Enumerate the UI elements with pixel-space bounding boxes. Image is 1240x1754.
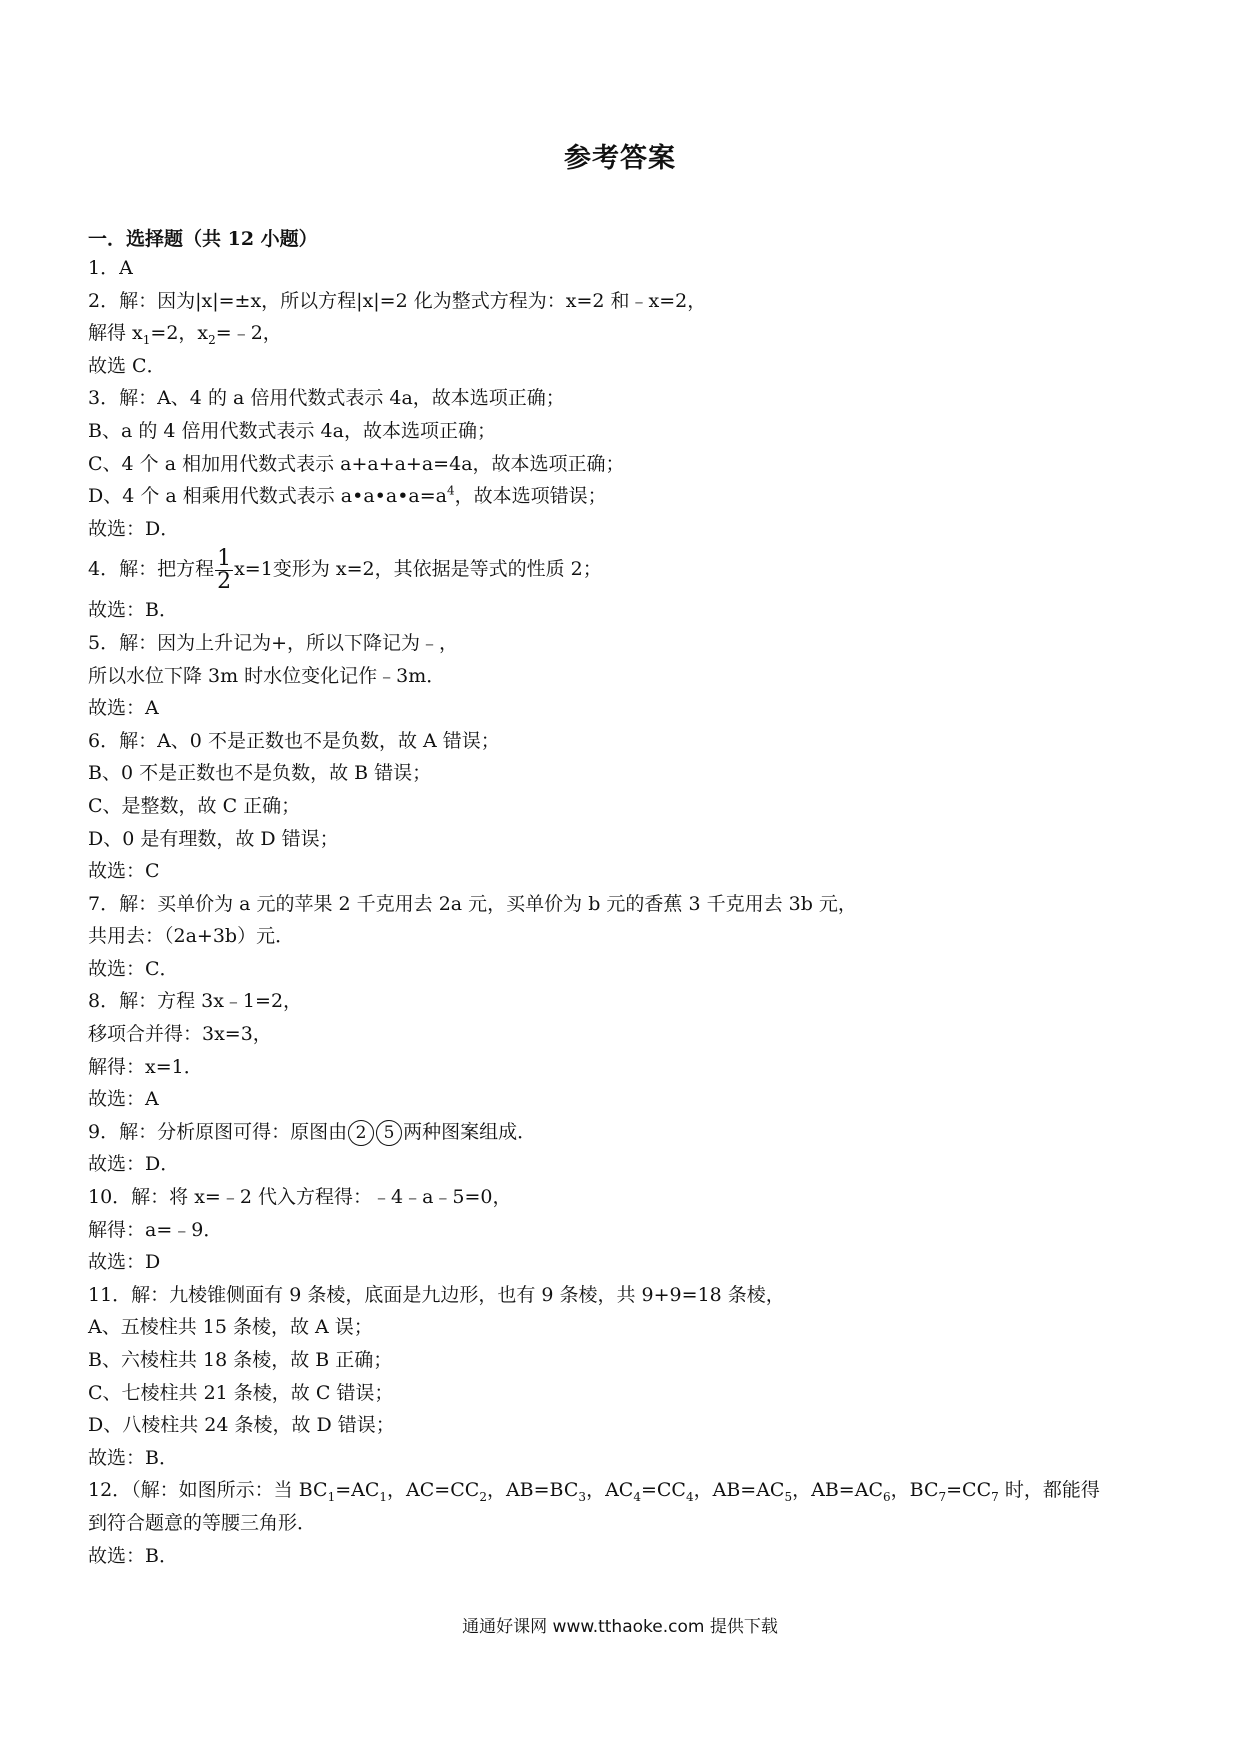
answer-line: 解得：x=1． <box>88 1055 203 1078</box>
circled-number: 5 <box>376 1120 402 1146</box>
answer-line: 故选：D． <box>88 1153 180 1176</box>
answer-line: 共用去：（2a+3b）元． <box>88 925 295 948</box>
answer-line: 所以水位下降 3m 时水位变化记作﹣3m． <box>88 664 446 687</box>
answer-body <box>88 252 1168 1572</box>
answer-line: 7．解：买单价为 a 元的苹果 2 千克用去 2a 元，买单价为 b 元的香蕉 3 千克用去 3b 元， <box>88 892 857 915</box>
answer-line: 8．解：方程 3x﹣1=2， <box>88 990 303 1013</box>
answer-line: 解得 $x_1=2$，$x_2=﹣2$， <box>88 322 282 347</box>
answer-line: 11．解：九棱锥侧面有 9 条棱，底面是九边形，也有 9 条棱，共 9+9=18 条棱， <box>88 1283 785 1306</box>
answer-line: 解得：a=﹣9． <box>88 1218 223 1241</box>
answer-line: D、4 个 a 相乘用代数式表示 $a•a•a•a=a^4$，故本选项错误； <box>88 483 607 508</box>
answer-line: 故选：B． <box>88 599 178 622</box>
section-heading: 一．选择题（共 12 小题） <box>88 228 318 250</box>
answer-line: 9．解：分析原图可得：原图由 2 5 两种图案组成． <box>88 1116 1168 1149</box>
answer-line: 故选：C． <box>88 957 179 980</box>
answer-line: 故选：D． <box>88 517 180 540</box>
answer-line: B、a 的 4 倍用代数式表示 4a，故本选项正确； <box>88 419 496 442</box>
page-title: 参考答案 <box>564 143 676 174</box>
answer-line-fraction: 4．解：把方程 $\frac{1}{2}$ x=1变形为 x=2，其依据是等式的性质 2； <box>88 545 602 594</box>
circled-number: 2 <box>348 1120 374 1146</box>
answer-line: C、是整数，故 C 正确； <box>88 794 301 817</box>
answer-line: 故选 C． <box>88 354 166 377</box>
answer-line: 故选：A <box>88 697 159 720</box>
answer-line: 到符合题意的等腰三角形． <box>88 1511 317 1534</box>
page-footer: 通通好课网 www.tthaoke.com 提供下载 <box>462 1617 778 1637</box>
answer-line: 故选：B． <box>88 1446 178 1469</box>
answer-line: 故选：D <box>88 1251 161 1274</box>
fraction: $\frac{1}{2}$ <box>217 545 232 594</box>
answer-line: 故选：C <box>88 860 160 883</box>
answer-line: 6．解：A、0 不是正数也不是负数，故 A 错误； <box>88 729 500 752</box>
answer-line: C、4 个 a 相加用代数式表示 a+a+a+a=4a，故本选项正确； <box>88 452 625 475</box>
answer-line: 1．A <box>88 257 133 279</box>
answer-line: 12．（解：如图所示：当 $BC_1=AC_1$，$AC=CC_2$，$AB=BC_3$，$AC_4=CC_4$，$AB=AC_5$，$AB=AC_6$，$BC_7=CC_7$ 时，都能得 <box>88 1479 1100 1505</box>
answer-line: 移项合并得：3x=3， <box>88 1023 272 1046</box>
answer-line: 故选：B． <box>88 1544 178 1567</box>
answer-line: 3．解：A、4 的 a 倍用代数式表示 4a，故本选项正确； <box>88 387 565 410</box>
answer-line: 2．解：因为|x|=±x，所以方程|x|=2 化为整式方程为：x=2 和﹣x=2， <box>88 289 707 312</box>
answer-line: D、0 是有理数，故 D 错误； <box>88 827 339 850</box>
answer-line: C、七棱柱共 21 条棱，故 C 错误； <box>88 1381 394 1404</box>
answer-line: 故选：A <box>88 1088 159 1111</box>
answer-line: A、五棱柱共 15 条棱，故 A 误； <box>88 1316 373 1339</box>
answer-line: 5．解：因为上升记为+，所以下降记为﹣， <box>88 631 459 654</box>
answer-line: D、八棱柱共 24 条棱，故 D 错误； <box>88 1414 395 1437</box>
answer-line: B、0 不是正数也不是负数，故 B 错误； <box>88 762 432 785</box>
answer-line: 10．解：将 x=﹣2 代入方程得：﹣4﹣a﹣5=0， <box>88 1186 512 1209</box>
answer-line: B、六棱柱共 18 条棱，故 B 正确； <box>88 1349 393 1371</box>
